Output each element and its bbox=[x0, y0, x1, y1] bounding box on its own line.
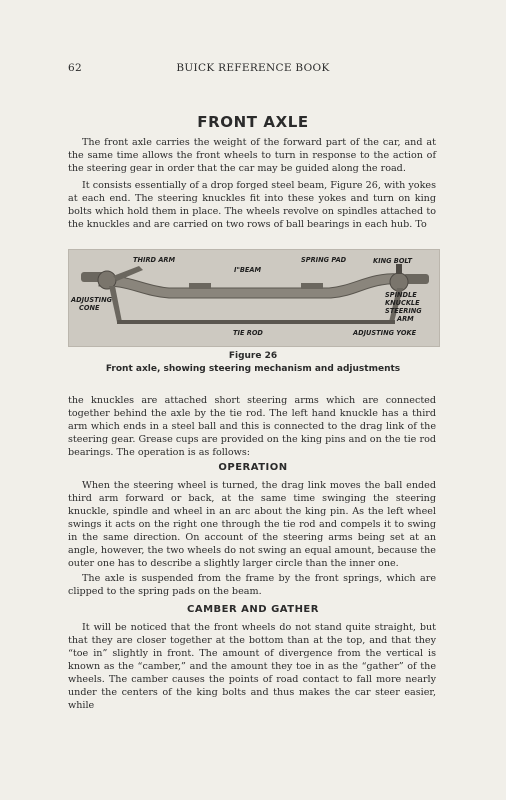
heading-operation: OPERATION bbox=[218, 462, 288, 473]
label-spindle: SPINDLE bbox=[385, 291, 417, 299]
paragraph-construction: It consists essentially of a drop forged steel beam, Figure 26, with yokes at each end. The steering knuckles fit into these yokes and turn on king bolts which hold them in place. The wheels revolve on spindles attached to the knuckles and are carried on two rows of ball bearings in each hub. To bbox=[68, 180, 436, 230]
running-header bbox=[68, 62, 438, 76]
paragraph-operation: When the steering wheel is turned, the drag link moves the ball ended third arm forward or back, at the same time swinging the steering knuckle, spindle and wheel in an arc about the king pin. As the left wheel swings it acts on the right one through the tie rod and compels it to swing in the same direction. On account of the steering arms being set at an angle, however, the two wheels do not swing an equal amount, because the outer one has to describe a slightly larger circle than the inner one. bbox=[68, 480, 436, 569]
heading-camber-gather: CAMBER AND GATHER bbox=[187, 604, 319, 615]
book-title: BUICK REFERENCE BOOK bbox=[176, 62, 330, 74]
label-cone: CONE bbox=[79, 304, 100, 312]
page-number: 62 bbox=[68, 62, 82, 74]
paragraph-steering-arms: the knuckles are attached short steering arms which are connected together behind the axle by the tie rod. The left hand knuckle has a third arm which ends in a steel ball and this is connected to the drag link of the steering gear. Grease cups are provided on the king pins and on the tie rod bearings. The operation is as follows: bbox=[68, 395, 436, 458]
label-i-beam: I"BEAM bbox=[234, 266, 262, 274]
label-adjusting: ADJUSTING bbox=[71, 296, 113, 304]
paragraph-suspension: The axle is suspended from the frame by the front springs, which are clipped to the spring pads on the beam. bbox=[68, 573, 436, 597]
label-arm: ARM bbox=[397, 315, 414, 323]
section-title: FRONT AXLE bbox=[197, 113, 309, 131]
paragraph-intro: The front axle carries the weight of the forward part of the car, and at the same time allows the front wheels to turn in response to the action of the steering gear in order that the car may be guided along the road. bbox=[68, 137, 436, 174]
figure-number: Figure 26 bbox=[228, 351, 278, 361]
label-knuckle: KNUCKLE bbox=[385, 299, 420, 307]
axle-photograph bbox=[68, 249, 440, 347]
label-king-bolt: KING BOLT bbox=[373, 257, 413, 265]
label-steering: STEERING bbox=[385, 307, 422, 315]
label-tie-rod: TIE ROD bbox=[233, 329, 263, 337]
label-third-arm: THIRD ARM bbox=[133, 256, 176, 264]
label-spring-pad: SPRING PAD bbox=[301, 256, 347, 264]
figure-caption: Front axle, showing steering mechanism and adjustments bbox=[105, 364, 401, 374]
paragraph-camber: It will be noticed that the front wheels do not stand quite straight, but that they are closer together at the bottom than at the top, and that they “toe in” slightly in front. The amount of divergence from the vertical is known as the “camber,” and the amount they toe in as the “gather” of the wheels. The camber causes the points of road contact to fall more nearly under the centers of the king bolts and thus makes the car steer easier, while bbox=[68, 622, 436, 711]
axle-illustration bbox=[69, 250, 439, 346]
label-adjusting-yoke: ADJUSTING YOKE bbox=[353, 329, 417, 337]
